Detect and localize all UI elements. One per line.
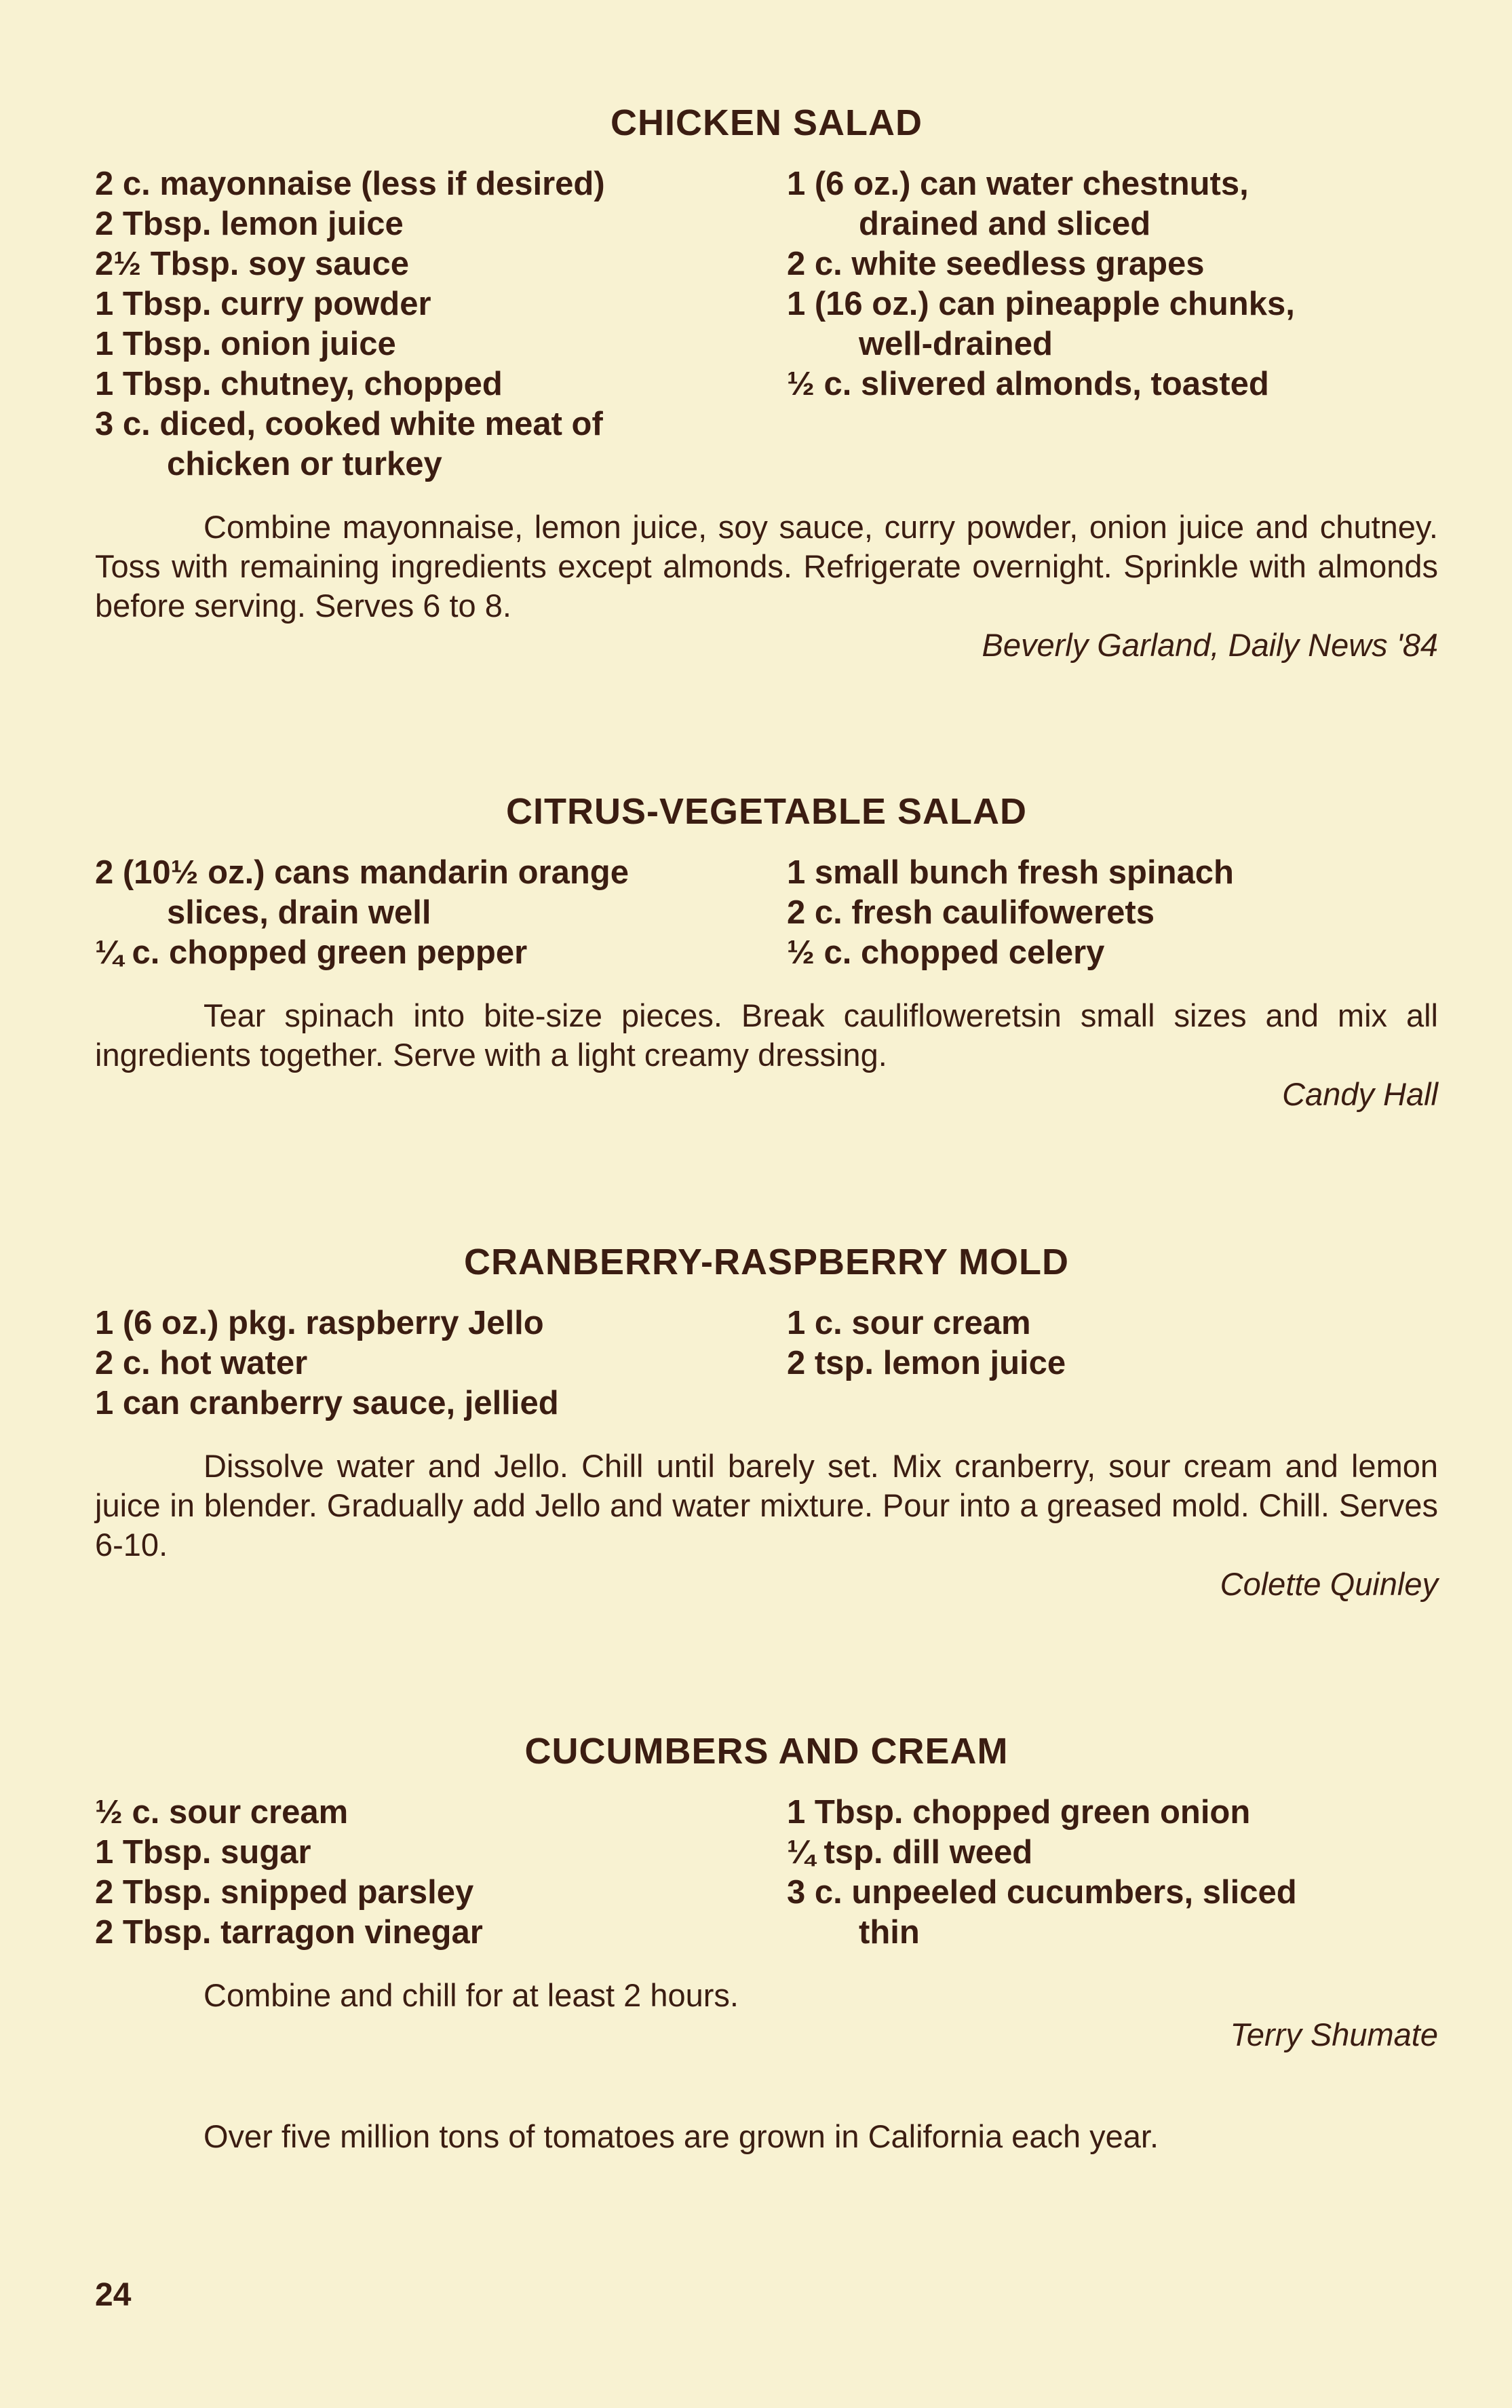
recipe-cucumbers-and-cream — [95, 1730, 1438, 2055]
ingredient: 1 (16 oz.) can pineapple chunks, — [787, 286, 1295, 322]
recipe-title: CHICKEN SALAD — [610, 102, 923, 143]
recipe-credit: Terry Shumate — [1230, 2017, 1438, 2052]
ingredients-left — [95, 853, 787, 973]
recipe-instructions: Dissolve water and Jello. Chill until barely set. Mix cranberry, sour cream and lemon juice in blender. Gradually add Jello and water mixture. Pour into a greased mold. Chill. Serves 6-10. — [95, 1448, 1438, 1563]
ingredient: 1 Tbsp. onion juice — [95, 326, 396, 362]
ingredient: ½ c. sour cream — [95, 1794, 349, 1831]
ingredients-left — [95, 164, 787, 484]
ingredient-columns — [95, 164, 1438, 484]
ingredient: ¼ c. chopped green pepper — [95, 934, 528, 971]
ingredient: 1 c. sour cream — [787, 1305, 1031, 1341]
ingredient: drained and sliced — [859, 206, 1151, 242]
fun-fact: Over five million tons of tomatoes are grown in California each year. — [203, 2118, 1159, 2154]
ingredient: 1 Tbsp. sugar — [95, 1834, 311, 1871]
ingredient: 3 c. diced, cooked white meat of — [95, 406, 603, 442]
ingredient-columns — [95, 853, 1438, 973]
recipe-citrus-vegetable-salad — [95, 790, 1438, 1114]
ingredients-left — [95, 1793, 787, 1953]
ingredient: 1 Tbsp. chopped green onion — [787, 1794, 1251, 1831]
ingredient: chicken or turkey — [167, 446, 442, 482]
ingredient: 2 c. mayonnaise (less if desired) — [95, 166, 605, 202]
recipe-cranberry-raspberry-mold — [95, 1241, 1438, 1604]
recipe-title: CUCUMBERS AND CREAM — [524, 1731, 1009, 1772]
ingredient: 2 (10½ oz.) cans mandarin orange — [95, 854, 629, 891]
ingredient: 2 Tbsp. snipped parsley — [95, 1874, 474, 1911]
ingredient-columns — [95, 1793, 1438, 1953]
ingredient: 2 c. hot water — [95, 1345, 308, 1381]
recipe-credit: Colette Quinley — [1220, 1566, 1438, 1602]
ingredient: thin — [859, 1914, 920, 1951]
ingredients-right — [787, 164, 1438, 484]
ingredient: 1 Tbsp. chutney, chopped — [95, 366, 503, 402]
ingredient: 3 c. unpeeled cucumbers, sliced — [787, 1874, 1297, 1911]
recipe-instructions: Combine and chill for at least 2 hours. — [203, 1977, 739, 2013]
ingredient: well-drained — [859, 326, 1053, 362]
ingredient: ¼ tsp. dill weed — [787, 1834, 1033, 1871]
page-number: 24 — [95, 2277, 132, 2313]
ingredient: 1 small bunch fresh spinach — [787, 854, 1234, 891]
ingredient-columns — [95, 1303, 1438, 1423]
ingredient: ½ c. slivered almonds, toasted — [787, 366, 1269, 402]
recipe-title: CRANBERRY-RASPBERRY MOLD — [463, 1242, 1070, 1282]
ingredient: slices, drain well — [167, 894, 431, 931]
ingredient: 2 Tbsp. tarragon vinegar — [95, 1914, 483, 1951]
ingredient: ½ c. chopped celery — [787, 934, 1105, 971]
ingredients-right — [787, 1303, 1438, 1423]
ingredient: 2 Tbsp. lemon juice — [95, 206, 404, 242]
ingredient: 1 Tbsp. curry powder — [95, 286, 431, 322]
ingredients-right — [787, 853, 1438, 973]
recipe-chicken-salad — [95, 102, 1438, 665]
recipe-instructions: Combine mayonnaise, lemon juice, soy sauce, curry powder, onion juice and chutney. Toss with remaining ingredients except almonds. Refrigerate overnight. Sprinkle with almonds before serving. Serves 6 to 8. — [95, 509, 1438, 624]
ingredient: 2 tsp. lemon juice — [787, 1345, 1066, 1381]
recipe-instructions: Tear spinach into bite-size pieces. Break caulifloweretsin small sizes and mix all ingredients together. Serve with a light creamy dressing. — [95, 997, 1438, 1073]
ingredients-right — [787, 1793, 1438, 1953]
ingredient: 2½ Tbsp. soy sauce — [95, 246, 409, 282]
recipe-credit: Beverly Garland, Daily News '84 — [982, 627, 1438, 663]
ingredient: 1 (6 oz.) pkg. raspberry Jello — [95, 1305, 544, 1341]
recipe-title: CITRUS-VEGETABLE SALAD — [505, 791, 1027, 832]
recipe-credit: Candy Hall — [1282, 1076, 1438, 1112]
ingredient: 2 c. fresh caulifowerets — [787, 894, 1155, 931]
ingredient: 2 c. white seedless grapes — [787, 246, 1205, 282]
ingredient: 1 can cranberry sauce, jellied — [95, 1385, 559, 1421]
ingredient: 1 (6 oz.) can water chestnuts, — [787, 166, 1249, 202]
ingredients-left — [95, 1303, 787, 1423]
